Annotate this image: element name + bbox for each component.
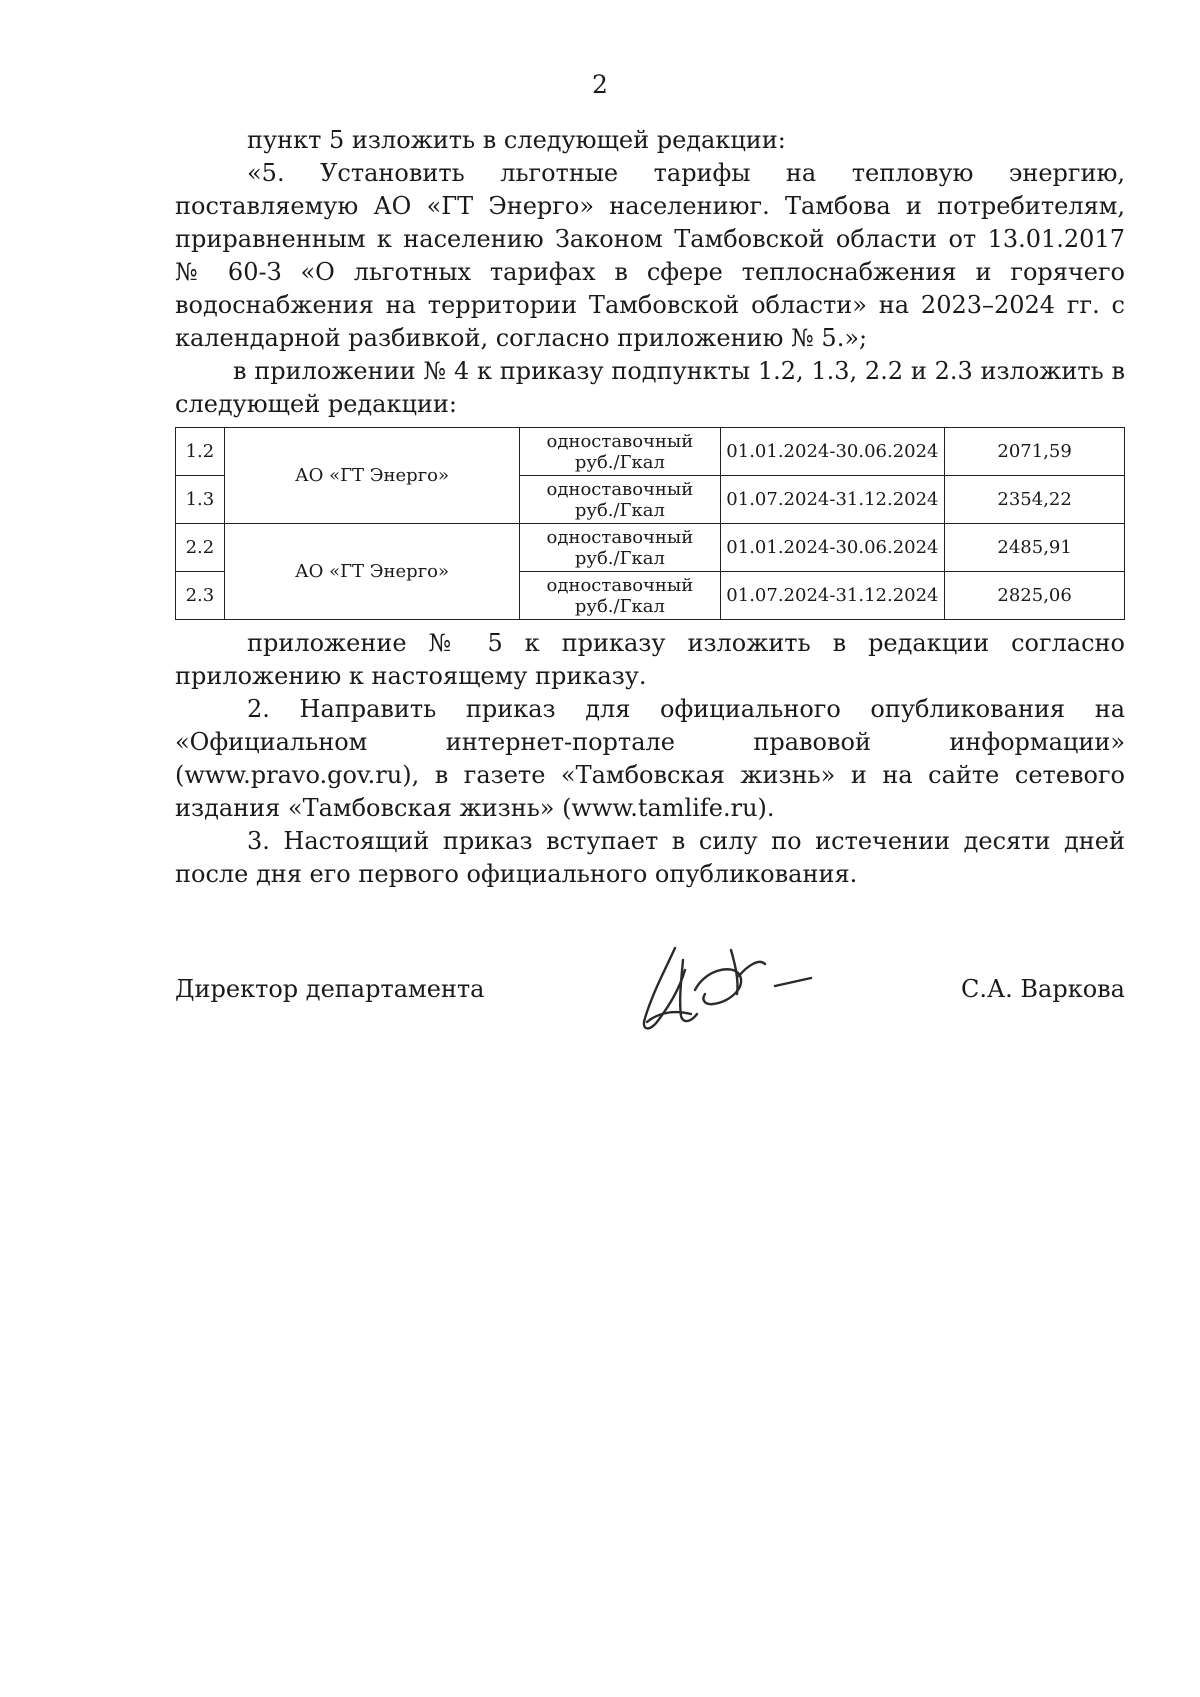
paragraph: в приложении № 4 к приказу подпункты 1.2, 1.3, 2.2 и 2.3 изложить в следующей редакции: [175,357,1125,418]
row-number: 1.2 [176,428,225,476]
tariff-type [520,476,720,524]
tariff-value: 2071,59 [945,428,1125,476]
paragraph: приложение № 5 к приказу изложить в редакции согласно приложению к настоящему приказу. [175,629,1125,690]
signer-position: Директор департамента [175,975,485,1003]
tariff-table [175,427,1125,620]
tariff-type [520,524,720,572]
paragraph: «5. Установить льготные тарифы на тепловую энергию, поставляемую АО «ГТ Энерго» населениюг. Тамбова и потребителям, приравненным к населению Законом Тамбовской области от 13.01.2017 № 60-З «О льготных тарифах в сфере теплоснабжения и горячего водоснабжения на территории Тамбовской области» на 2023–2024 гг. с календарной разбивкой, согласно приложению № 5.»; [175,159,1125,352]
tariff-value: 2485,91 [945,524,1125,572]
org-name: АО «ГТ Энерго» [224,524,519,620]
tariff-type-line: одноставочный [546,526,694,548]
table-row [176,524,1125,572]
period: 01.07.2024-31.12.2024 [720,476,945,524]
table-row [176,428,1125,476]
period: 01.01.2024-30.06.2024 [720,524,945,572]
tariff-unit-line: руб./Гкал [574,595,665,617]
tariff-unit-line: руб./Гкал [574,451,665,473]
tariff-type [520,572,720,620]
tariff-unit-line: руб./Гкал [574,499,665,521]
row-number: 2.3 [176,572,225,620]
paragraph: 3. Настоящий приказ вступает в силу по истечении десяти дней после дня его первого официального опубликования. [175,827,1125,888]
period: 01.07.2024-31.12.2024 [720,572,945,620]
tariff-value: 2354,22 [945,476,1125,524]
org-name: АО «ГТ Энерго» [224,428,519,524]
row-number: 2.2 [176,524,225,572]
paragraph: пункт 5 изложить в следующей редакции: [247,126,786,154]
tariff-type-line: одноставочный [546,430,694,452]
period: 01.01.2024-30.06.2024 [720,428,945,476]
text-block-bottom [175,627,1125,891]
row-number: 1.3 [176,476,225,524]
signer-name: С.А. Варкова [960,975,1125,1003]
tariff-unit-line: руб./Гкал [574,547,665,569]
tariff-type-line: одноставочный [546,574,694,596]
page-number: 2 [592,70,608,99]
text-block-top [175,124,1125,421]
tariff-type [520,428,720,476]
tariff-type-line: одноставочный [546,478,694,500]
tariff-value: 2825,06 [945,572,1125,620]
paragraph: 2. Направить приказ для официального опубликования на «Официальном интернет-портале правовой информации» (www.pravo.gov.ru), в газете «Тамбовская жизнь» и на сайте сетевого издания «Тамбовская жизнь» (www.tamlife.ru). [175,695,1125,822]
handwritten-signature [635,930,815,1040]
